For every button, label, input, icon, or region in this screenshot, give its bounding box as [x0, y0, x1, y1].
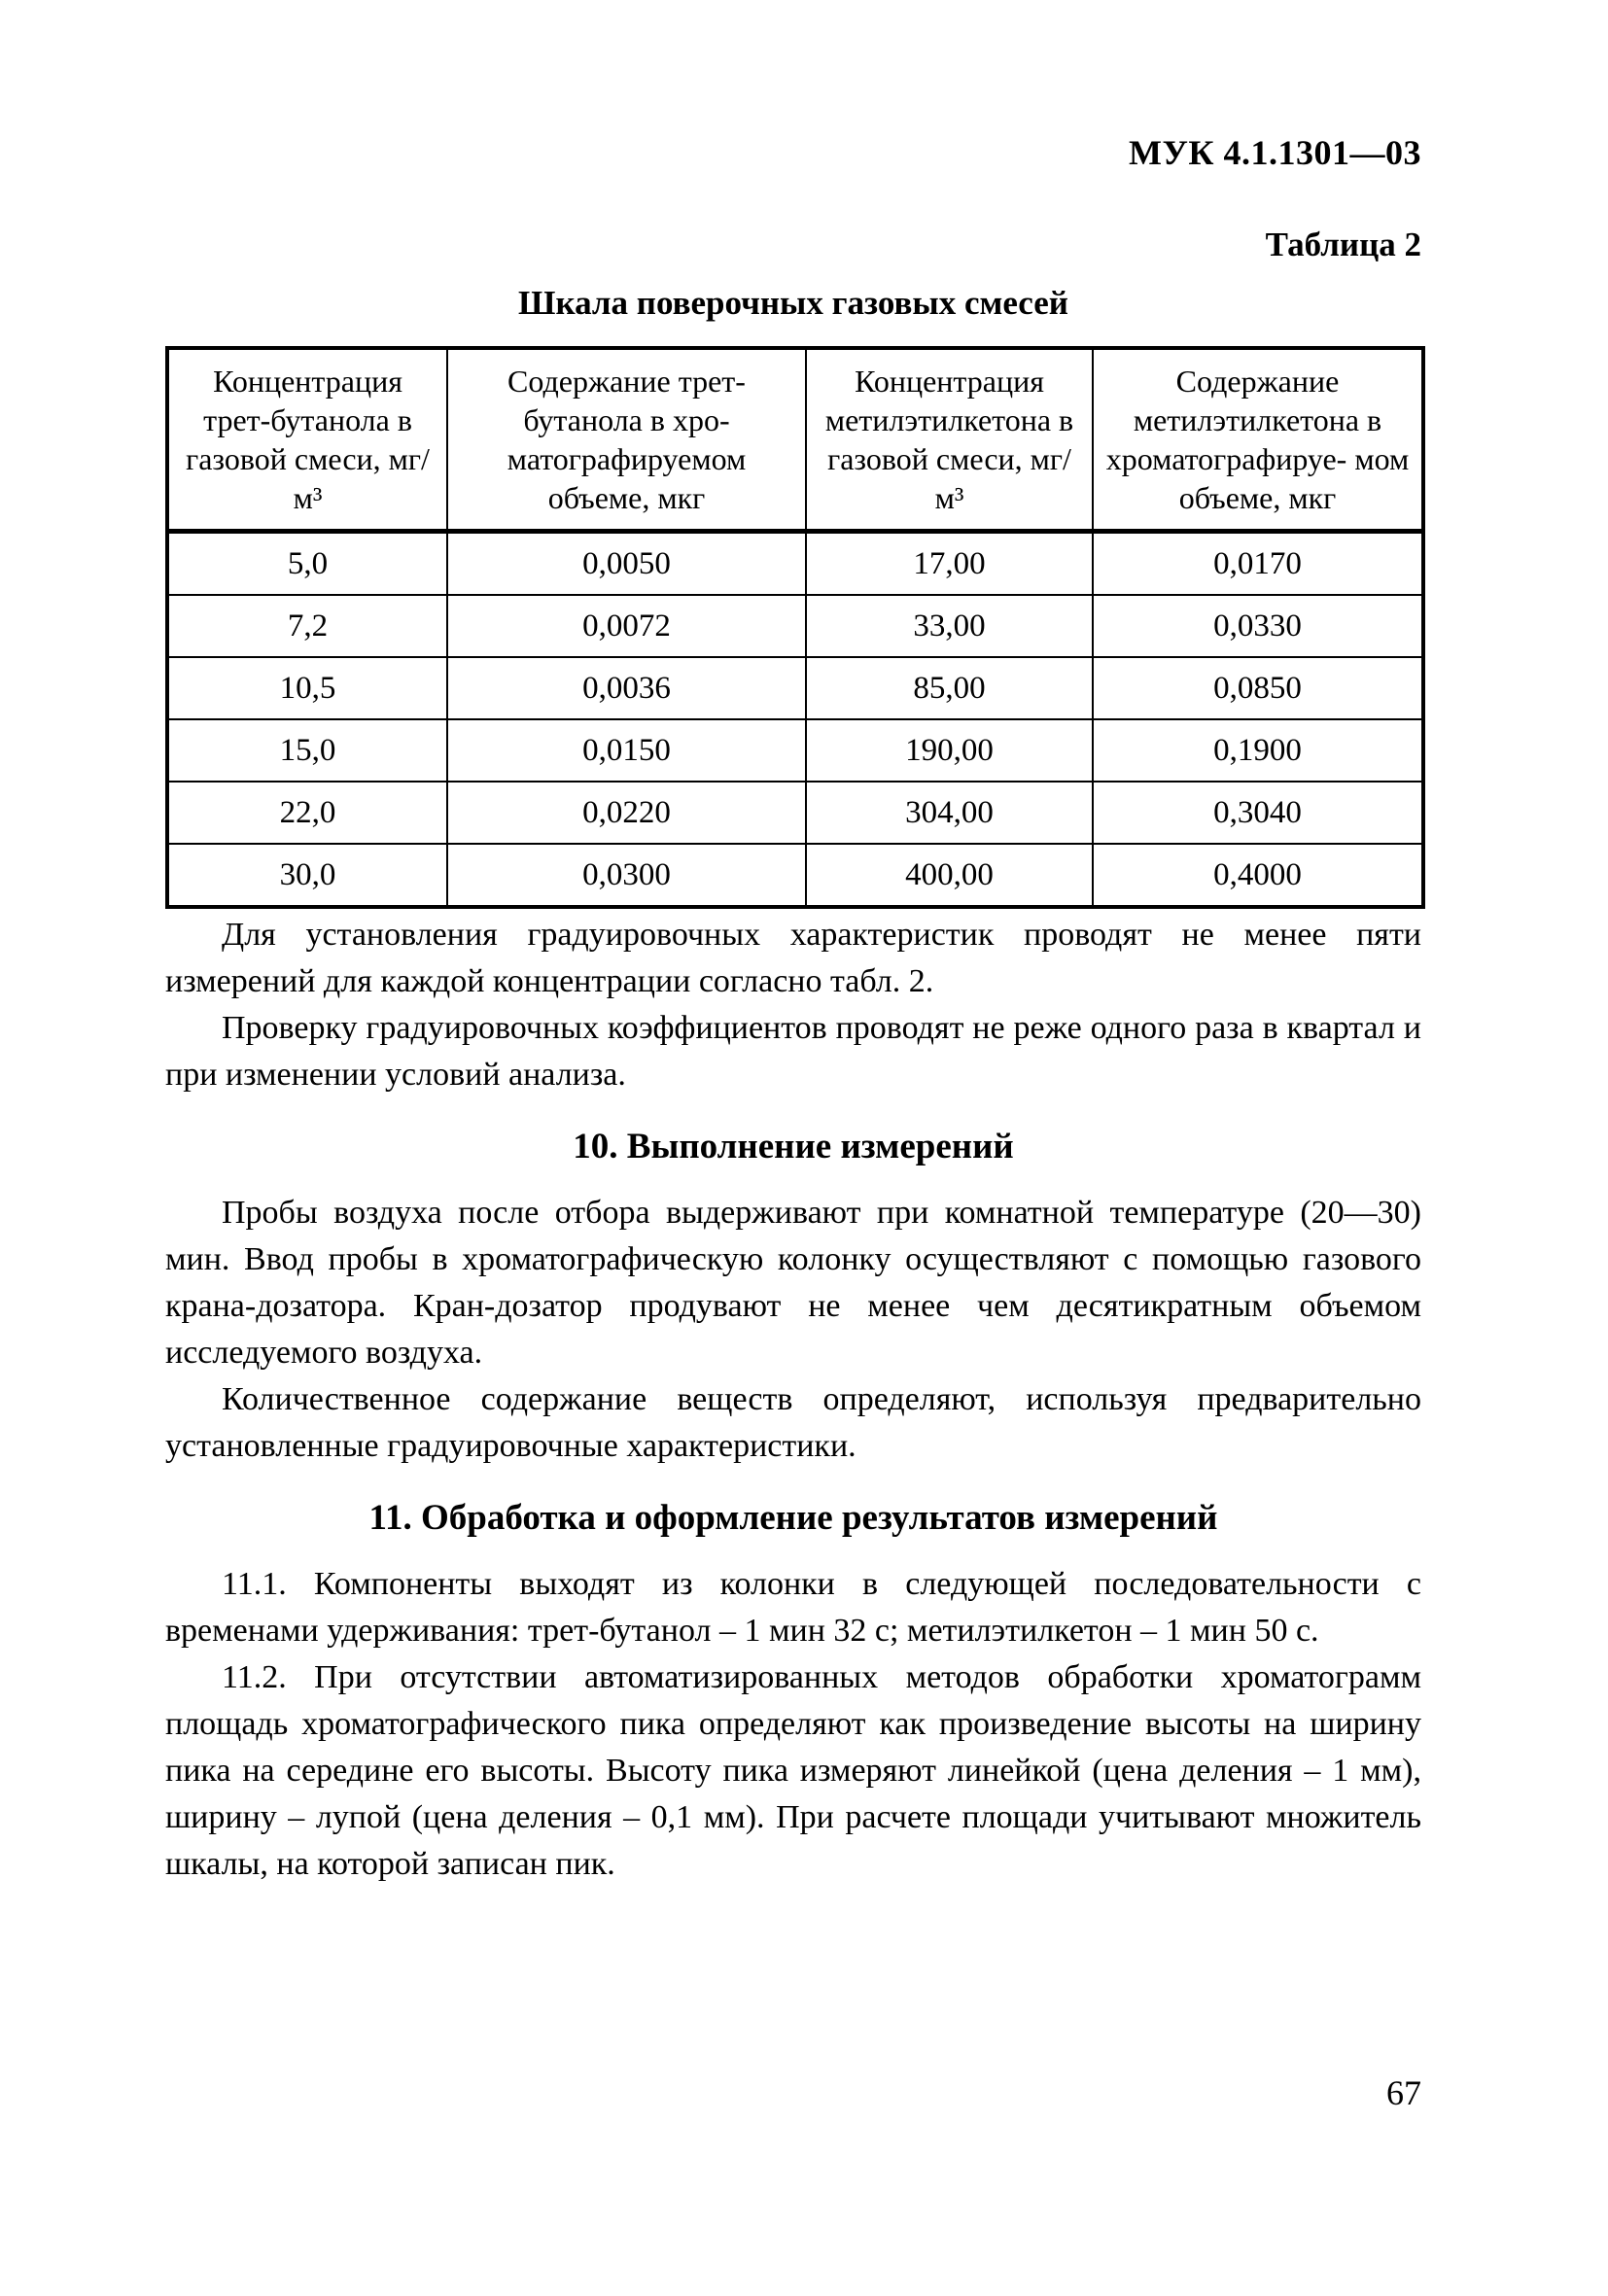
table-row	[167, 657, 1423, 719]
table-cell: 33,00	[806, 595, 1093, 657]
paragraph-11-1: 11.1. Компоненты выходят из колонки в следующей последовательности с временами удерживания: трет-бутанол – 1 мин 32 с; метилэтилкетон – 1 мин 50 с.	[165, 1566, 1421, 1649]
page-number: 67	[1386, 2073, 1421, 2112]
paragraph-calibration-2: Проверку градуировочных коэффициентов проводят не реже одного раза в квартал и при изменении условий анализа.	[165, 1010, 1421, 1093]
table-cell: 5,0	[167, 532, 447, 596]
table-cell: 400,00	[806, 844, 1093, 907]
table-header-cell: Концентрация трет-бутанола в газовой смеси, мг/м³	[167, 348, 447, 532]
table-title: Шкала поверочных газовых смесей	[518, 284, 1068, 322]
table-cell: 0,3040	[1093, 782, 1423, 844]
table-header-cell: Концентрация метилэтилкетона в газовой смеси, мг/м³	[806, 348, 1093, 532]
table-header-cell: Содержание метилэтилкетона в хроматографируе- мом объеме, мкг	[1093, 348, 1423, 532]
table-cell: 190,00	[806, 719, 1093, 782]
table-cell: 15,0	[167, 719, 447, 782]
table-cell: 0,1900	[1093, 719, 1423, 782]
table-cell: 304,00	[806, 782, 1093, 844]
table-header-row	[167, 348, 1423, 532]
table-cell: 0,0330	[1093, 595, 1423, 657]
section-heading-11: 11. Обработка и оформление результатов измерений	[368, 1498, 1218, 1538]
table-cell: 0,0036	[447, 657, 806, 719]
paragraph-11-2: 11.2. При отсутствии автоматизированных методов обработки хроматограмм площадь хроматографического пика определяют как произведение высоты на ширину пика на середине его высоты. Высоту пика измеряют линейкой (цена деления – 1 мм), ширину – лупой (цена деления – 0,1 мм). При расчете площади учитывают множитель шкалы, на которой записан пик.	[165, 1659, 1421, 1882]
table-cell: 0,0300	[447, 844, 806, 907]
table-cell: 0,0220	[447, 782, 806, 844]
table-label: Таблица 2	[1265, 226, 1421, 263]
table-row	[167, 782, 1423, 844]
table-cell: 0,0050	[447, 532, 806, 596]
gas-mixtures-table	[165, 346, 1425, 909]
table-cell: 0,0150	[447, 719, 806, 782]
table-cell: 0,0850	[1093, 657, 1423, 719]
table-cell: 0,4000	[1093, 844, 1423, 907]
table-cell: 30,0	[167, 844, 447, 907]
document-code: МУК 4.1.1301—03	[1128, 133, 1421, 172]
table-cell: 7,2	[167, 595, 447, 657]
table-row	[167, 532, 1423, 596]
table-cell: 0,0170	[1093, 532, 1423, 596]
section-heading-10: 10. Выполнение измерений	[573, 1127, 1014, 1166]
table-row	[167, 844, 1423, 907]
table-row	[167, 595, 1423, 657]
table-cell: 0,0072	[447, 595, 806, 657]
table-cell: 10,5	[167, 657, 447, 719]
paragraph-10-2: Количественное содержание веществ определяют, используя предварительно установленные градуировочные характеристики.	[165, 1381, 1421, 1464]
table-cell: 22,0	[167, 782, 447, 844]
document-body	[165, 912, 1421, 1888]
table-row	[167, 719, 1423, 782]
table-cell: 17,00	[806, 532, 1093, 596]
paragraph-10-1: Пробы воздуха после отбора выдерживают при комнатной температуре (20—30) мин. Ввод пробы в хроматографическую колонку осуществляют с помощью газового крана-дозатора. Кран-дозатор продувают не менее чем десятикратным объемом исследуемого воздуха.	[165, 1195, 1421, 1371]
paragraph-calibration-1: Для установления градуировочных характеристик проводят не менее пяти измерений для каждой концентрации согласно табл. 2.	[165, 917, 1421, 999]
table-header-cell: Содержание трет-бутанола в хро- матографируемом объеме, мкг	[447, 348, 806, 532]
table-cell: 85,00	[806, 657, 1093, 719]
